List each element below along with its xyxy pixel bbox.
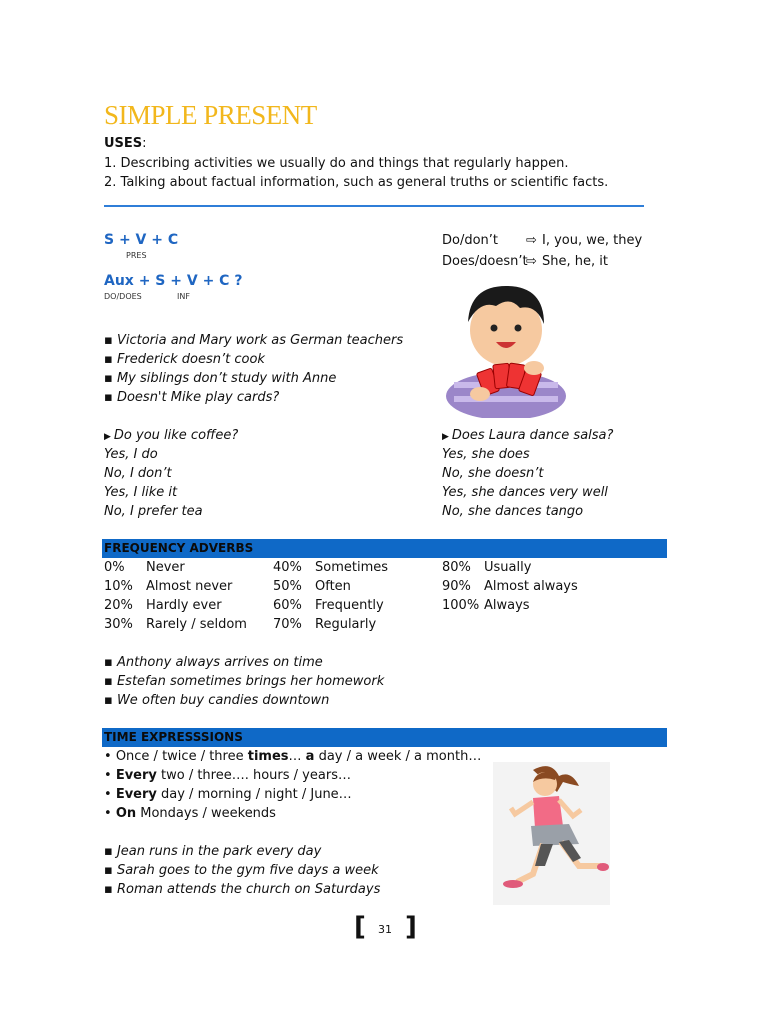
aux-does: Does/doesn’t xyxy=(442,254,528,269)
freq-word: Usually xyxy=(484,560,532,575)
frequency-example: ▪ Estefan sometimes brings her homework xyxy=(104,672,384,691)
freq-pct: 50% xyxy=(273,579,302,594)
aux-do: Do/don’t xyxy=(442,233,499,248)
freq-pct: 10% xyxy=(104,579,133,594)
uses-heading: USES: xyxy=(104,136,147,151)
freq-pct: 100% xyxy=(442,598,480,613)
freq-word: Almost never xyxy=(146,579,233,594)
freq-word: Often xyxy=(315,579,351,594)
freq-word: Rarely / seldom xyxy=(146,617,247,632)
example-sentence: ▪ Frederick doesn’t cook xyxy=(104,350,265,369)
frequency-adverbs-header: FREQUENCY ADVERBS xyxy=(102,539,667,558)
example-sentence: ▪ My siblings don’t study with Anne xyxy=(104,369,336,388)
use-item-1: 1. Describing activities we usually do and things that regularly happen. xyxy=(104,156,569,171)
freq-pct: 60% xyxy=(273,598,302,613)
frequency-example: ▪ We often buy candies downtown xyxy=(104,691,329,710)
dialog-right-question: ▶ Does Laura dance salsa? xyxy=(442,428,614,443)
time-expression-line: • On Mondays / weekends xyxy=(104,804,276,823)
arrow-icon: ⇨ xyxy=(526,254,537,269)
freq-pct: 0% xyxy=(104,560,125,575)
freq-word: Always xyxy=(484,598,530,613)
frequency-example: ▪ Anthony always arrives on time xyxy=(104,653,323,672)
dialog-left-answer: No, I don’t xyxy=(104,466,172,481)
triangle-right-icon: ▶ xyxy=(442,432,449,442)
section-divider xyxy=(104,205,644,207)
example-sentence: ▪ Victoria and Mary work as German teachers xyxy=(104,331,403,350)
arrow-icon: ⇨ xyxy=(526,233,537,248)
dialog-right-answer: Yes, she dances very well xyxy=(442,485,608,500)
time-example: ▪ Roman attends the church on Saturdays xyxy=(104,880,380,899)
page-title: SIMPLE PRESENT xyxy=(104,100,317,130)
formula-question-sub-aux: DO/DOES xyxy=(104,292,142,301)
dialog-right-answer: Yes, she does xyxy=(442,447,530,462)
page-bracket-right: ] xyxy=(405,912,417,942)
freq-pct: 90% xyxy=(442,579,471,594)
uses-label: USES xyxy=(104,136,143,151)
freq-word: Frequently xyxy=(315,598,384,613)
time-expression-line: • Every two / three…. hours / years… xyxy=(104,766,351,785)
freq-word: Never xyxy=(146,560,185,575)
use-item-2: 2. Talking about factual information, such as general truths or scientific facts. xyxy=(104,175,609,190)
formula-affirmative-sub: PRES xyxy=(126,251,147,260)
freq-word: Sometimes xyxy=(315,560,389,575)
dialog-left-question: ▶ Do you like coffee? xyxy=(104,428,239,443)
page-bracket-left: [ xyxy=(354,912,366,942)
freq-pct: 30% xyxy=(104,617,133,632)
time-example: ▪ Sarah goes to the gym five days a week xyxy=(104,861,379,880)
time-expression-line: • Every day / morning / night / June… xyxy=(104,785,352,804)
freq-word: Almost always xyxy=(484,579,578,594)
freq-pct: 20% xyxy=(104,598,133,613)
aux-do-subjects: I, you, we, they xyxy=(542,233,643,248)
formula-question-sub-inf: INF xyxy=(177,292,190,301)
time-expression-line: • Once / twice / three times… a day / a week / a month… xyxy=(104,747,481,766)
dialog-left-answer: Yes, I do xyxy=(104,447,158,462)
time-expressions-header: TIME EXPRESSSIONS xyxy=(102,728,667,747)
dialog-left-answer: Yes, I like it xyxy=(104,485,178,500)
aux-does-subjects: She, he, it xyxy=(542,254,608,269)
running-girl-illustration xyxy=(493,762,610,905)
freq-word: Regularly xyxy=(315,617,377,632)
freq-pct: 70% xyxy=(273,617,302,632)
dialog-right-answer: No, she dances tango xyxy=(442,504,584,519)
dialog-left-answer: No, I prefer tea xyxy=(104,504,203,519)
example-sentence: ▪ Doesn't Mike play cards? xyxy=(104,388,279,407)
formula-affirmative: S + V + C xyxy=(104,232,179,248)
triangle-right-icon: ▶ xyxy=(104,432,111,442)
boy-playing-cards-illustration xyxy=(440,278,572,418)
formula-question: Aux + S + V + C ? xyxy=(104,273,243,289)
dialog-right-answer: No, she doesn’t xyxy=(442,466,544,481)
freq-word: Hardly ever xyxy=(146,598,222,613)
time-example: ▪ Jean runs in the park every day xyxy=(104,842,321,861)
freq-pct: 40% xyxy=(273,560,302,575)
page-number: 31 xyxy=(378,923,392,936)
freq-pct: 80% xyxy=(442,560,471,575)
